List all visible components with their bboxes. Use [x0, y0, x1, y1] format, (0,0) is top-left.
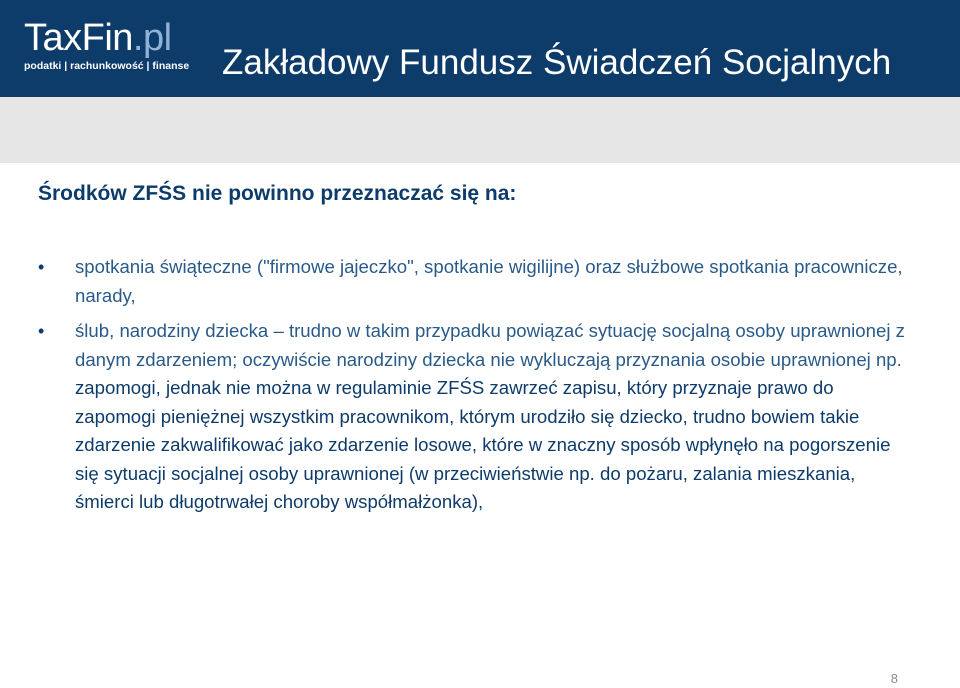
bullet-marker: •: [38, 257, 45, 277]
logo-tagline: podatki | rachunkowość | finanse: [24, 60, 190, 72]
taxfin-logo[interactable]: [24, 18, 194, 72]
bullet-text: spotkania świąteczne ("firmowe jajeczko", spotkanie wigilijne) oraz służbowe spotkania pracownicze, narady,: [75, 256, 903, 306]
logo-tld: .pl: [132, 17, 172, 59]
list-item: [38, 253, 918, 310]
sub-header-band: [0, 97, 960, 163]
logo-wordmark: [24, 18, 194, 58]
bullet-text-continued: zapomogi, jednak nie można w regulaminie ZFŚS zawrzeć zapisu, który przyznaje prawo do zapomogi pieniężnej wszystkim pracownikom, którym urodziło się dziecko, trudno bowiem takie zdarzenie zakwalifikować jako zdarzenie losowe, które w znaczny sposób wpłynęło na pogorszenie się sytuacji socjalnej osoby uprawnionej (w przeciwieństwie np. do pożaru, zalania mieszkania, śmierci lub długotrwałej choroby współmałżonka),: [75, 377, 891, 512]
bullet-list: [38, 253, 918, 524]
section-title: Środków ZFŚS nie powinno przeznaczać się na:: [38, 182, 517, 205]
header-bar: [0, 0, 960, 97]
page-number: 8: [890, 671, 898, 686]
logo-name: TaxFin: [24, 17, 133, 59]
slide-title: Zakładowy Fundusz Świadczeń Socjalnych: [222, 43, 892, 82]
bullet-marker: •: [38, 321, 45, 341]
bullet-text: ślub, narodziny dziecka – trudno w takim przypadku powiązać sytuację socjalną osoby uprawnionej z danym zdarzeniem; oczywiście narodziny dziecka nie wykluczają przyznania osobie uprawnionej np.: [75, 320, 905, 370]
list-item: [38, 317, 918, 517]
